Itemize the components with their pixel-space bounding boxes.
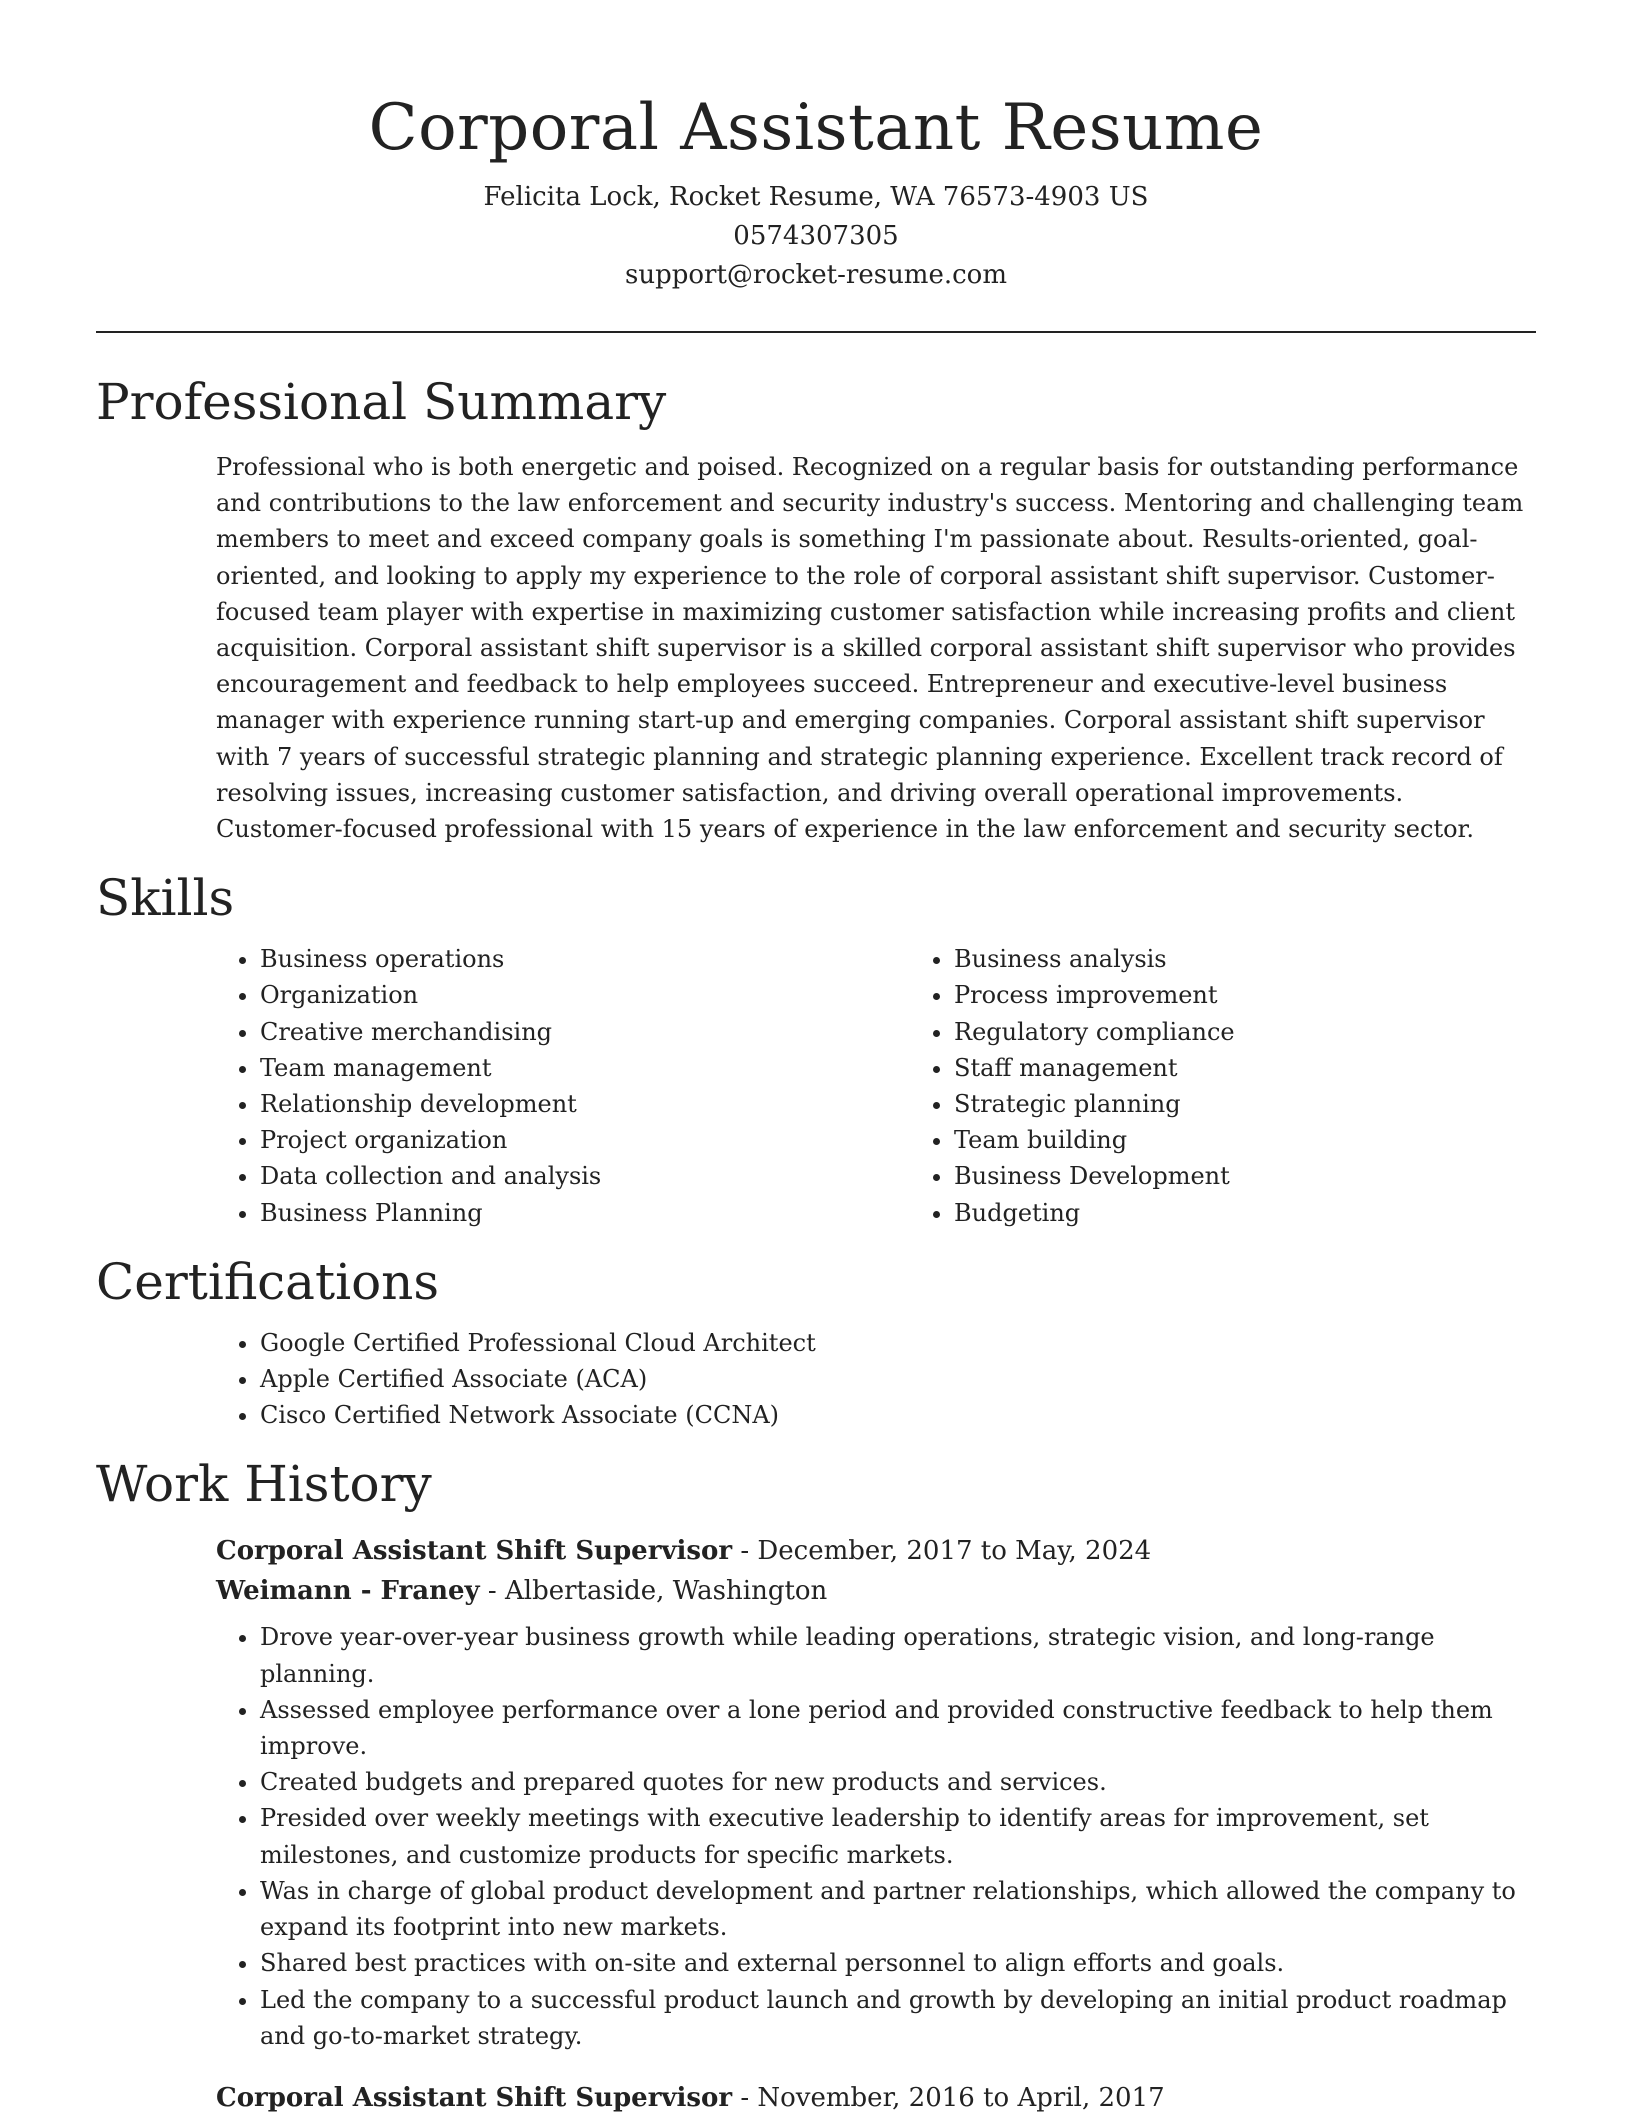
job-title-line bbox=[216, 1531, 1536, 1571]
skills-section bbox=[96, 863, 1536, 1231]
job-dates: December, 2017 to May, 2024 bbox=[757, 1536, 1152, 1567]
contact-block bbox=[96, 178, 1536, 295]
skill-item: • Regulatory compliance bbox=[954, 1014, 1536, 1050]
skill-item: • Data collection and analysis bbox=[260, 1158, 910, 1194]
resume-title: Corporal Assistant Resume bbox=[368, 91, 1264, 165]
skill-item: • Process improvement bbox=[954, 977, 1536, 1013]
job-location: Albertaside, Washington bbox=[504, 1576, 828, 1607]
job-entry bbox=[216, 1531, 1536, 2053]
skill-item: • Organization bbox=[260, 977, 910, 1013]
skill-item: • Budgeting bbox=[954, 1195, 1536, 1231]
job-title: Corporal Assistant Shift Supervisor bbox=[216, 2082, 733, 2113]
job-bullet: • Was in charge of global product development and partner relationships, which allowed the company to expand its footprint into new markets. bbox=[260, 1873, 1536, 1945]
skills-heading: Skills bbox=[96, 869, 235, 928]
skills-list-left bbox=[216, 941, 910, 1231]
job-separator: - bbox=[732, 2082, 758, 2113]
summary-heading: Professional Summary bbox=[96, 373, 667, 431]
job-company-line bbox=[216, 1571, 1536, 1611]
summary-body bbox=[216, 449, 1536, 847]
job-bullets bbox=[216, 1619, 1536, 2053]
certification-item: • Google Certified Professional Cloud Architect bbox=[260, 1325, 1536, 1361]
header-divider bbox=[96, 331, 1536, 333]
summary-section bbox=[96, 367, 1536, 847]
job-header bbox=[216, 1531, 1536, 1611]
job-bullet: • Presided over weekly meetings with executive leadership to identify areas for improvement, set milestones, and customize products for specific markets. bbox=[260, 1800, 1536, 1872]
skill-item: • Staff management bbox=[954, 1050, 1536, 1086]
work-history-section bbox=[96, 1449, 1536, 2117]
contact-address: Felicita Lock, Rocket Resume, WA 76573-4903 US bbox=[483, 182, 1149, 212]
skill-item: • Business Development bbox=[954, 1158, 1536, 1194]
skill-item: • Business operations bbox=[260, 941, 910, 977]
job-dates: November, 2016 to April, 2017 bbox=[757, 2082, 1165, 2113]
job-separator: - bbox=[479, 1576, 505, 1607]
certifications-section bbox=[96, 1247, 1536, 1434]
job-bullet: • Shared best practices with on-site and external personnel to align efforts and goals. bbox=[260, 1945, 1536, 1981]
skill-item: • Project organization bbox=[260, 1122, 910, 1158]
certifications-body bbox=[216, 1325, 1536, 1434]
summary-text: Professional who is both energetic and poised. Recognized on a regular basis for outstanding performance and contributions to the law enforcement and security industry's success. Mentoring and challenging team members to meet and exceed company goals is something I'm passionate about. Results-oriented, goal-oriented, and looking to apply my experience to the role of corporal assistant shift supervisor. Customer-focused team player with expertise in maximizing customer satisfaction while increasing profits and client acquisition. Corporal assistant shift supervisor is a skilled corporal assistant shift supervisor who provides encouragement and feedback to help employees succeed. Entrepreneur and executive-level business manager with experience running start-up and emerging companies. Corporal assistant shift supervisor with 7 years of successful strategic planning and strategic planning experience. Excellent track record of resolving issues, increasing customer satisfaction, and driving overall operational improvements. Customer-focused professional with 15 years of experience in the law enforcement and security sector. bbox=[216, 453, 1524, 844]
contact-phone: 0574307305 bbox=[733, 221, 899, 251]
job-bullet: • Created budgets and prepared quotes for new products and services. bbox=[260, 1764, 1536, 1800]
resume-header bbox=[96, 0, 1536, 295]
work-history-heading: Work History bbox=[96, 1455, 432, 1514]
job-bullet: • Led the company to a successful product launch and growth by developing an initial product roadmap and go-to-market strategy. bbox=[260, 1982, 1536, 2054]
job-company: Weimann - Franey bbox=[216, 1576, 480, 1607]
skill-item: • Strategic planning bbox=[954, 1086, 1536, 1122]
certifications-list bbox=[216, 1325, 1536, 1434]
job-separator: - bbox=[732, 1536, 758, 1567]
contact-email: support@rocket-resume.com bbox=[624, 260, 1007, 290]
certification-item: • Cisco Certified Network Associate (CCNA) bbox=[260, 1397, 1536, 1433]
skills-list-right bbox=[910, 941, 1536, 1231]
skill-item: • Business analysis bbox=[954, 941, 1536, 977]
work-history-body bbox=[216, 1531, 1536, 2117]
job-bullet: • Drove year-over-year business growth while leading operations, strategic vision, and long-range planning. bbox=[260, 1619, 1536, 1691]
skill-item: • Team management bbox=[260, 1050, 910, 1086]
skill-item: • Relationship development bbox=[260, 1086, 910, 1122]
job-bullet: • Assessed employee performance over a lone period and provided constructive feedback to help them improve. bbox=[260, 1692, 1536, 1764]
certification-item: • Apple Certified Associate (ACA) bbox=[260, 1361, 1536, 1397]
skill-item: • Creative merchandising bbox=[260, 1014, 910, 1050]
skill-item: • Team building bbox=[954, 1122, 1536, 1158]
skills-grid bbox=[216, 933, 1536, 1231]
skill-item: • Business Planning bbox=[260, 1195, 910, 1231]
certifications-heading: Certifications bbox=[96, 1252, 440, 1311]
job-title: Corporal Assistant Shift Supervisor bbox=[216, 1536, 733, 1567]
